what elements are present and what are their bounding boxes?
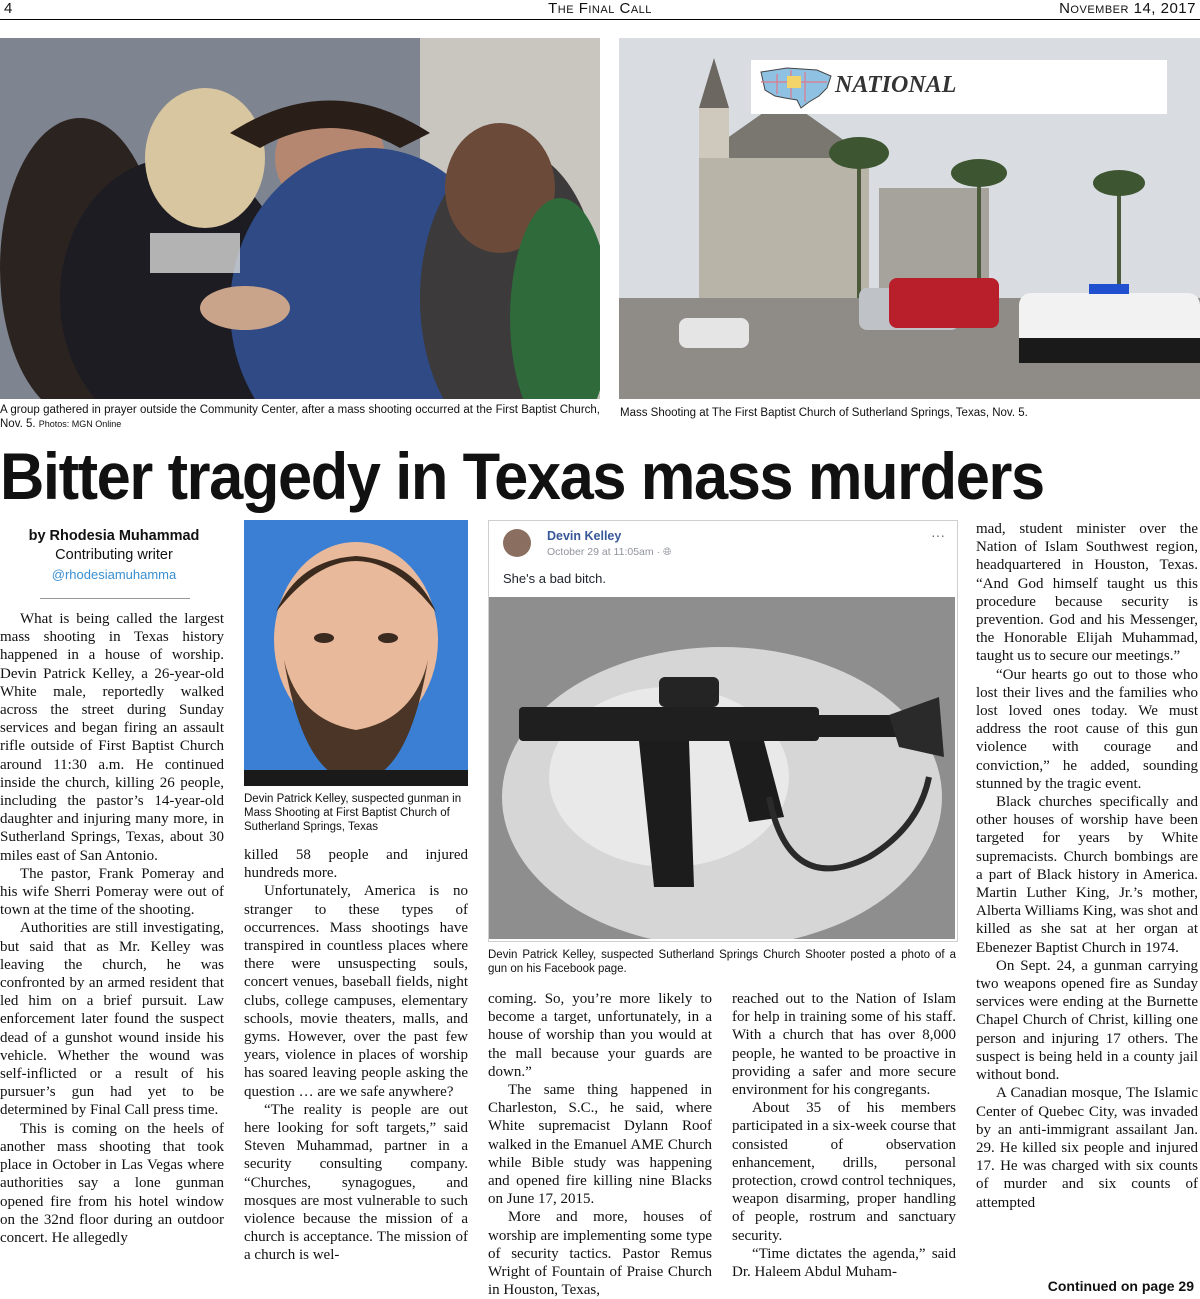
rifle-photo: [489, 597, 955, 939]
facebook-photo-caption: Devin Patrick Kelley, suspected Sutherland Springs Church Shooter posted a photo of a gun on his Facebook page.: [488, 949, 956, 975]
author-name: by Rhodesia Muhammad: [28, 528, 200, 544]
paragraph: “Our hearts go out to those who lost their lives and the families who lost loved ones today. We must address the root cause of this gun violence with courage and conviction,” he added, sounding stunned by the tragic event.: [976, 666, 1198, 792]
photo-credit: Photos: MGN Online: [38, 419, 122, 429]
paragraph: What is being called the largest mass shooting in Texas history happened in a house of worship. Devin Patrick Kelley, a 26-year-old White male, reportedly walked across the street during Sunday services and began firing an assault rifle outside of First Baptist Church around 11:30 a.m. He continued inside the church, killing 26 people, including the pastor’s 14-year-old daughter and injuring many more, in Sutherland Springs, Texas, about 30 miles east of San Antonio.: [0, 611, 224, 864]
paragraph: On Sept. 24, a gunman carrying two weapons opened fire as Sunday services were ending at the Burnette Chapel Church of Christ, killing one person and injuring 17 others. The suspect is being held in a county jail without bond.: [976, 957, 1198, 1084]
paragraph: mad, student minister over the Nation of Islam Southwest region, headquartered in Houston, Texas. “And God himself taught us this procedure because security is prevention. God and his Messenger, the Honorable Elijah Muhammad, taught us to secure our meetings.”: [976, 521, 1198, 665]
paragraph: More and more, houses of worship are implementing some type of security tactics. Pastor Remus Wright of Fountain of Praise Church in Houston, Texas,: [488, 1209, 712, 1299]
mugshot-caption: Devin Patrick Kelley, suspected gunman in Mass Shooting at First Baptist Church of Sutherland Springs, Texas: [244, 793, 462, 833]
church-scene-photo: [619, 38, 1200, 399]
byline: [0, 528, 228, 582]
author-role: Contributing writer: [55, 547, 173, 563]
article-column-4: [732, 990, 956, 1281]
national-label: NATIONAL: [835, 72, 957, 98]
paragraph: coming. So, you’re more likely to become a target, unfortunately, in a house of worship than you would at the mall because your guards are down.”: [488, 991, 712, 1080]
prayer-group-photo: [0, 38, 600, 399]
issue-date: November 14, 2017: [1059, 0, 1196, 17]
facebook-post-text: She's a bad bitch.: [503, 571, 606, 586]
mugshot-photo: [244, 520, 468, 786]
article-column-1: [0, 610, 224, 1247]
article-column-5: [976, 520, 1198, 1212]
paragraph: killed 58 people and injured hundreds more.: [244, 847, 468, 882]
headline: Bitter tragedy in Texas mass murders: [0, 439, 1044, 513]
paragraph: reached out to the Nation of Islam for help in training some of his staff. With a church that has over 8,000 people, he wanted to be proactive in providing a safer and more secure environment for his congregants.: [732, 991, 956, 1099]
prayer-photo-caption: [0, 403, 600, 431]
page-number: 4: [4, 0, 13, 17]
prayer-group-illustration: [0, 38, 600, 399]
mugshot-illustration: [244, 520, 468, 786]
paragraph: “The reality is people are out here looking for soft targets,” said Steven Muhammad, partner in a security consulting company. “Churches, synagogues, and mosques are most vulnerable to such violence because the mission of a church is acceptance. The mission of a church is wel-: [244, 1101, 468, 1264]
church-photo-caption: Mass Shooting at The First Baptist Church of Sutherland Springs, Texas, Nov. 5.: [620, 407, 1028, 419]
article-column-2: [244, 846, 468, 1265]
paragraph: Unfortunately, America is no stranger to these types of occurrences. Mass shootings have transpired in countless places where there were unsuspecting souls, concert venues, baseball fields, night clubs, college campuses, elementary schools, movie theaters, malls, and gyms. However, over the past few years, violence in places of worship has soared leaving people asking the question … are we safe anywhere?: [244, 883, 468, 1100]
author-handle[interactable]: @rhodesiamuhamma: [51, 567, 177, 582]
facebook-time-text: October 29 at 11:05am ·: [547, 546, 663, 558]
header-rule: [0, 19, 1200, 20]
prayer-caption-text: A group gathered in prayer outside the Community Center, after a mass shooting occurred at the First Baptist Church, Nov. 5.: [0, 404, 600, 430]
paragraph: The same thing happened in Charleston, S.C., he said, where White supremacist Dylann Roof walked in the Emanuel AME Church while Bible study was happening and opened fire killing nine Blacks on June 17, 2015.: [488, 1082, 712, 1208]
paragraph: About 35 of his members participated in a six-week course that consisted of observation enhancement, drills, personal protection, crowd control techniques, weapon disarming, proper handling of people, rostrum and sanctuary security.: [732, 1100, 956, 1244]
us-map-icon: [757, 62, 835, 112]
article-column-3: [488, 990, 712, 1299]
facebook-avatar: [503, 529, 531, 557]
paragraph: A Canadian mosque, The Islamic Center of Quebec City, was invaded by an anti-immigrant assailant Jan. 29. He killed six people and injured 17. He was charged with six counts of murder and six counts of attempted: [976, 1085, 1198, 1211]
national-banner: [751, 60, 1167, 114]
facebook-post-image: [488, 520, 958, 942]
paragraph: Black churches specifically and other houses of worship have been targeted for years by White supremacists. Church bombings are a part of Black history in America. Martin Luther King, Jr.’s mother, Alberta Williams King, was shot and killed as she sat at her organ at Ebenezer Baptist Church in 1974.: [976, 794, 1198, 956]
paragraph: The pastor, Frank Pomeray and his wife Sherri Pomeray were out of town at the time of the shooting.: [0, 865, 224, 919]
facebook-timestamp: [547, 546, 671, 559]
paragraph: Authorities are still investigating, but said that as Mr. Kelley was leaving the church, he was confronted by an armed resident that led him on a brief pursuit. Law enforcement later found the suspect dead of a gunshot wound inside his vehicle. Whether the wound was self-inflicted or a result of his pursuer’s gun had yet to be determined by Final Call press time.: [0, 920, 224, 1119]
byline-divider: [40, 598, 190, 599]
globe-icon: 🌐︎: [662, 546, 672, 558]
paragraph: This is coming on the heels of another mass shooting that took place in October in Las Vegas where authorities say a lone gunman opened fire from his hotel window on the 32nd floor during an outdoor concert. He allegedly: [0, 1120, 224, 1246]
facebook-menu-icon: ···: [931, 527, 945, 543]
facebook-user-name: Devin Kelley: [547, 529, 622, 543]
paragraph: “Time dictates the agenda,” said Dr. Haleem Abdul Muham-: [732, 1245, 956, 1281]
continued-on-page[interactable]: Continued on page 29: [1047, 1278, 1194, 1294]
publication-name: The Final Call: [548, 0, 652, 17]
